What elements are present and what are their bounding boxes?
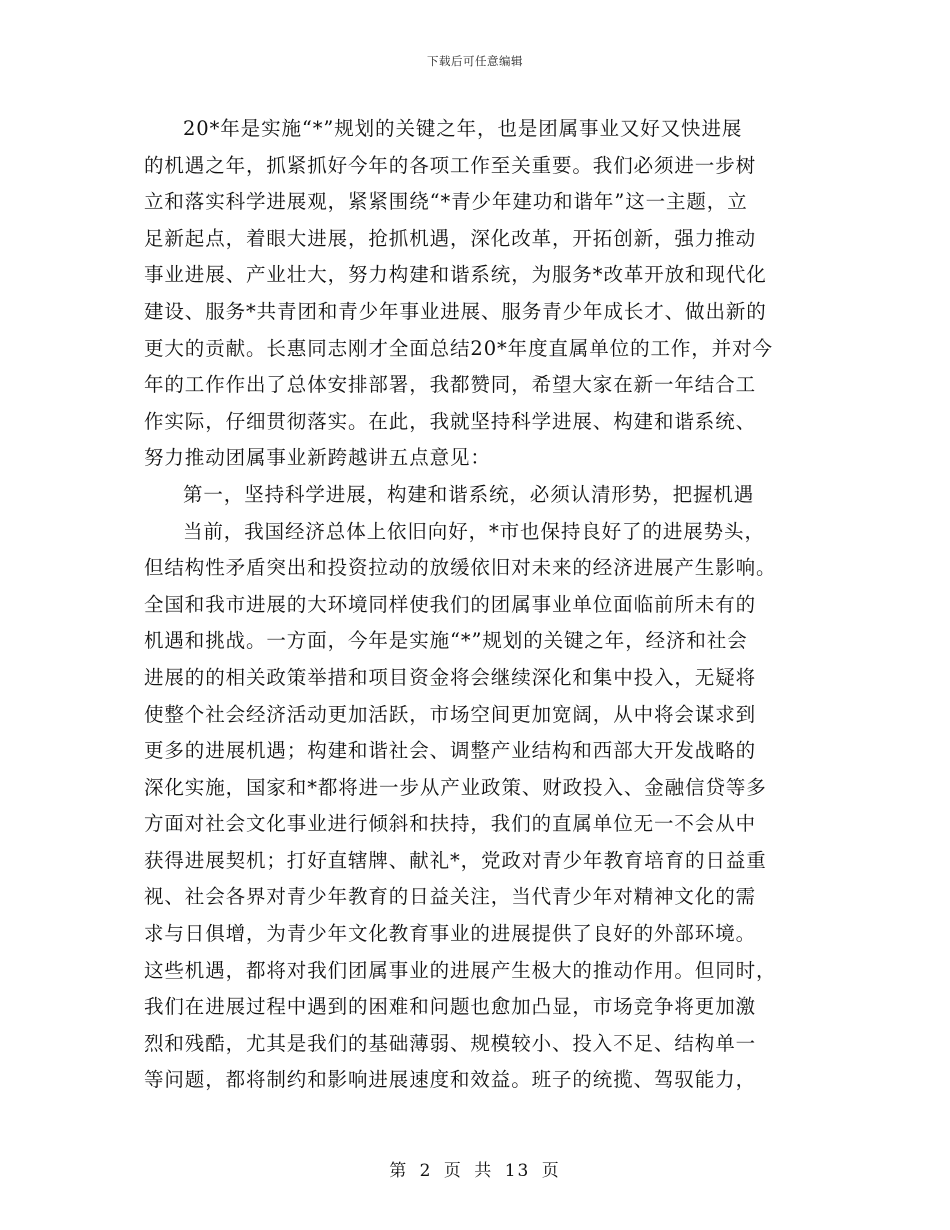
paragraph-line: 但结构性矛盾突出和投资拉动的放缓依旧对未来的经济进展产生影响。 [144, 556, 777, 580]
paragraph-line: 这些机遇，都将对我们团属事业的进展产生极大的推动作用。但同时， [144, 958, 777, 982]
header-note: 下载后可任意编辑 [427, 54, 523, 68]
paragraph-line: 等问题，都将制约和影响进展速度和效益。班子的统揽、驾驭能力， [144, 1068, 757, 1092]
paragraph-line: 更大的贡献。长惠同志刚才全面总结20*年度直属单位的工作，并对今 [144, 336, 773, 360]
section-heading: 第一，坚持科学进展，构建和谐系统，必须认清形势，把握机遇 [183, 482, 755, 506]
paragraph-line: 的机遇之年，抓紧抓好今年的各项工作至关重要。我们必须进一步树 [144, 153, 757, 177]
paragraph-line: 当前，我国经济总体上依旧向好，*市也保持良好了的进展势头， [183, 519, 765, 543]
paragraph-line: 足新起点，着眼大进展，抢抓机遇，深化改革，开拓创新，强力推动 [144, 226, 757, 250]
paragraph-line: 我们在进展过程中遇到的困难和问题也愈加凸显，市场竞争将更加激 [144, 995, 757, 1019]
paragraph-line: 求与日俱增，为青少年文化教育事业的进展提供了良好的外部环境。 [144, 922, 757, 946]
footer-label-ye-end: 页 [541, 1161, 561, 1181]
paragraph-line: 全国和我市进展的大环境同样使我们的团属事业单位面临前所未有的 [144, 592, 757, 616]
footer-label-ye: 页 [443, 1161, 463, 1181]
paragraph-line: 获得进展契机；打好直辖牌、献礼*，党政对青少年教育培育的日益重 [144, 848, 767, 872]
paragraph-line: 20*年是实施“*”规划的关键之年，也是团属事业又好又快进展 [183, 117, 743, 140]
paragraph-line: 努力推动团属事业新跨越讲五点意见： [144, 446, 491, 470]
paragraph-line: 进展的的相关政策举措和项目资金将会继续深化和集中投入，无疑将 [144, 665, 757, 689]
paragraph-line: 机遇和挑战。一方面，今年是实施“*”规划的关键之年，经济和社会 [144, 629, 748, 653]
paragraph-line: 视、社会各界对青少年教育的日益关注，当代青少年对精神文化的需 [144, 885, 757, 909]
paragraph-line: 使整个社会经济活动更加活跃，市场空间更加宽阔，从中将会谋求到 [144, 702, 757, 726]
paragraph-line: 事业进展、产业壮大，努力构建和谐系统，为服务*改革开放和现代化 [144, 263, 767, 287]
total-page-count: 13 [504, 1161, 531, 1181]
paragraph-line: 年的工作作出了总体安排部署，我都赞同，希望大家在新一年结合工 [144, 373, 757, 397]
paragraph-line: 作实际，仔细贯彻落实。在此，我就坚持科学进展、构建和谐系统、 [144, 409, 757, 433]
footer-label-di: 第 [389, 1161, 409, 1181]
paragraph-line: 烈和残酷，尤其是我们的基础薄弱、规模较小、投入不足、结构单一 [144, 1031, 757, 1055]
paragraph-line: 更多的进展机遇；构建和谐社会、调整产业结构和西部大开发战略的 [144, 739, 757, 763]
paragraph-line: 建设、服务*共青团和青少年事业进展、服务青少年成长才、做出新的 [144, 299, 767, 323]
document-body [144, 111, 809, 1099]
page-footer [0, 1156, 950, 1181]
paragraph-line: 方面对社会文化事业进行倾斜和扶持，我们的直属单位无一不会从中 [144, 812, 757, 836]
current-page-number: 2 [419, 1161, 433, 1181]
footer-label-gong: 共 [474, 1161, 494, 1181]
paragraph-line: 深化实施，国家和*都将进一步从产业政策、财政投入、金融信贷等多 [144, 775, 767, 799]
paragraph-line: 立和落实科学进展观，紧紧围绕“*青少年建功和谐年”这一主题，立 [144, 190, 748, 214]
